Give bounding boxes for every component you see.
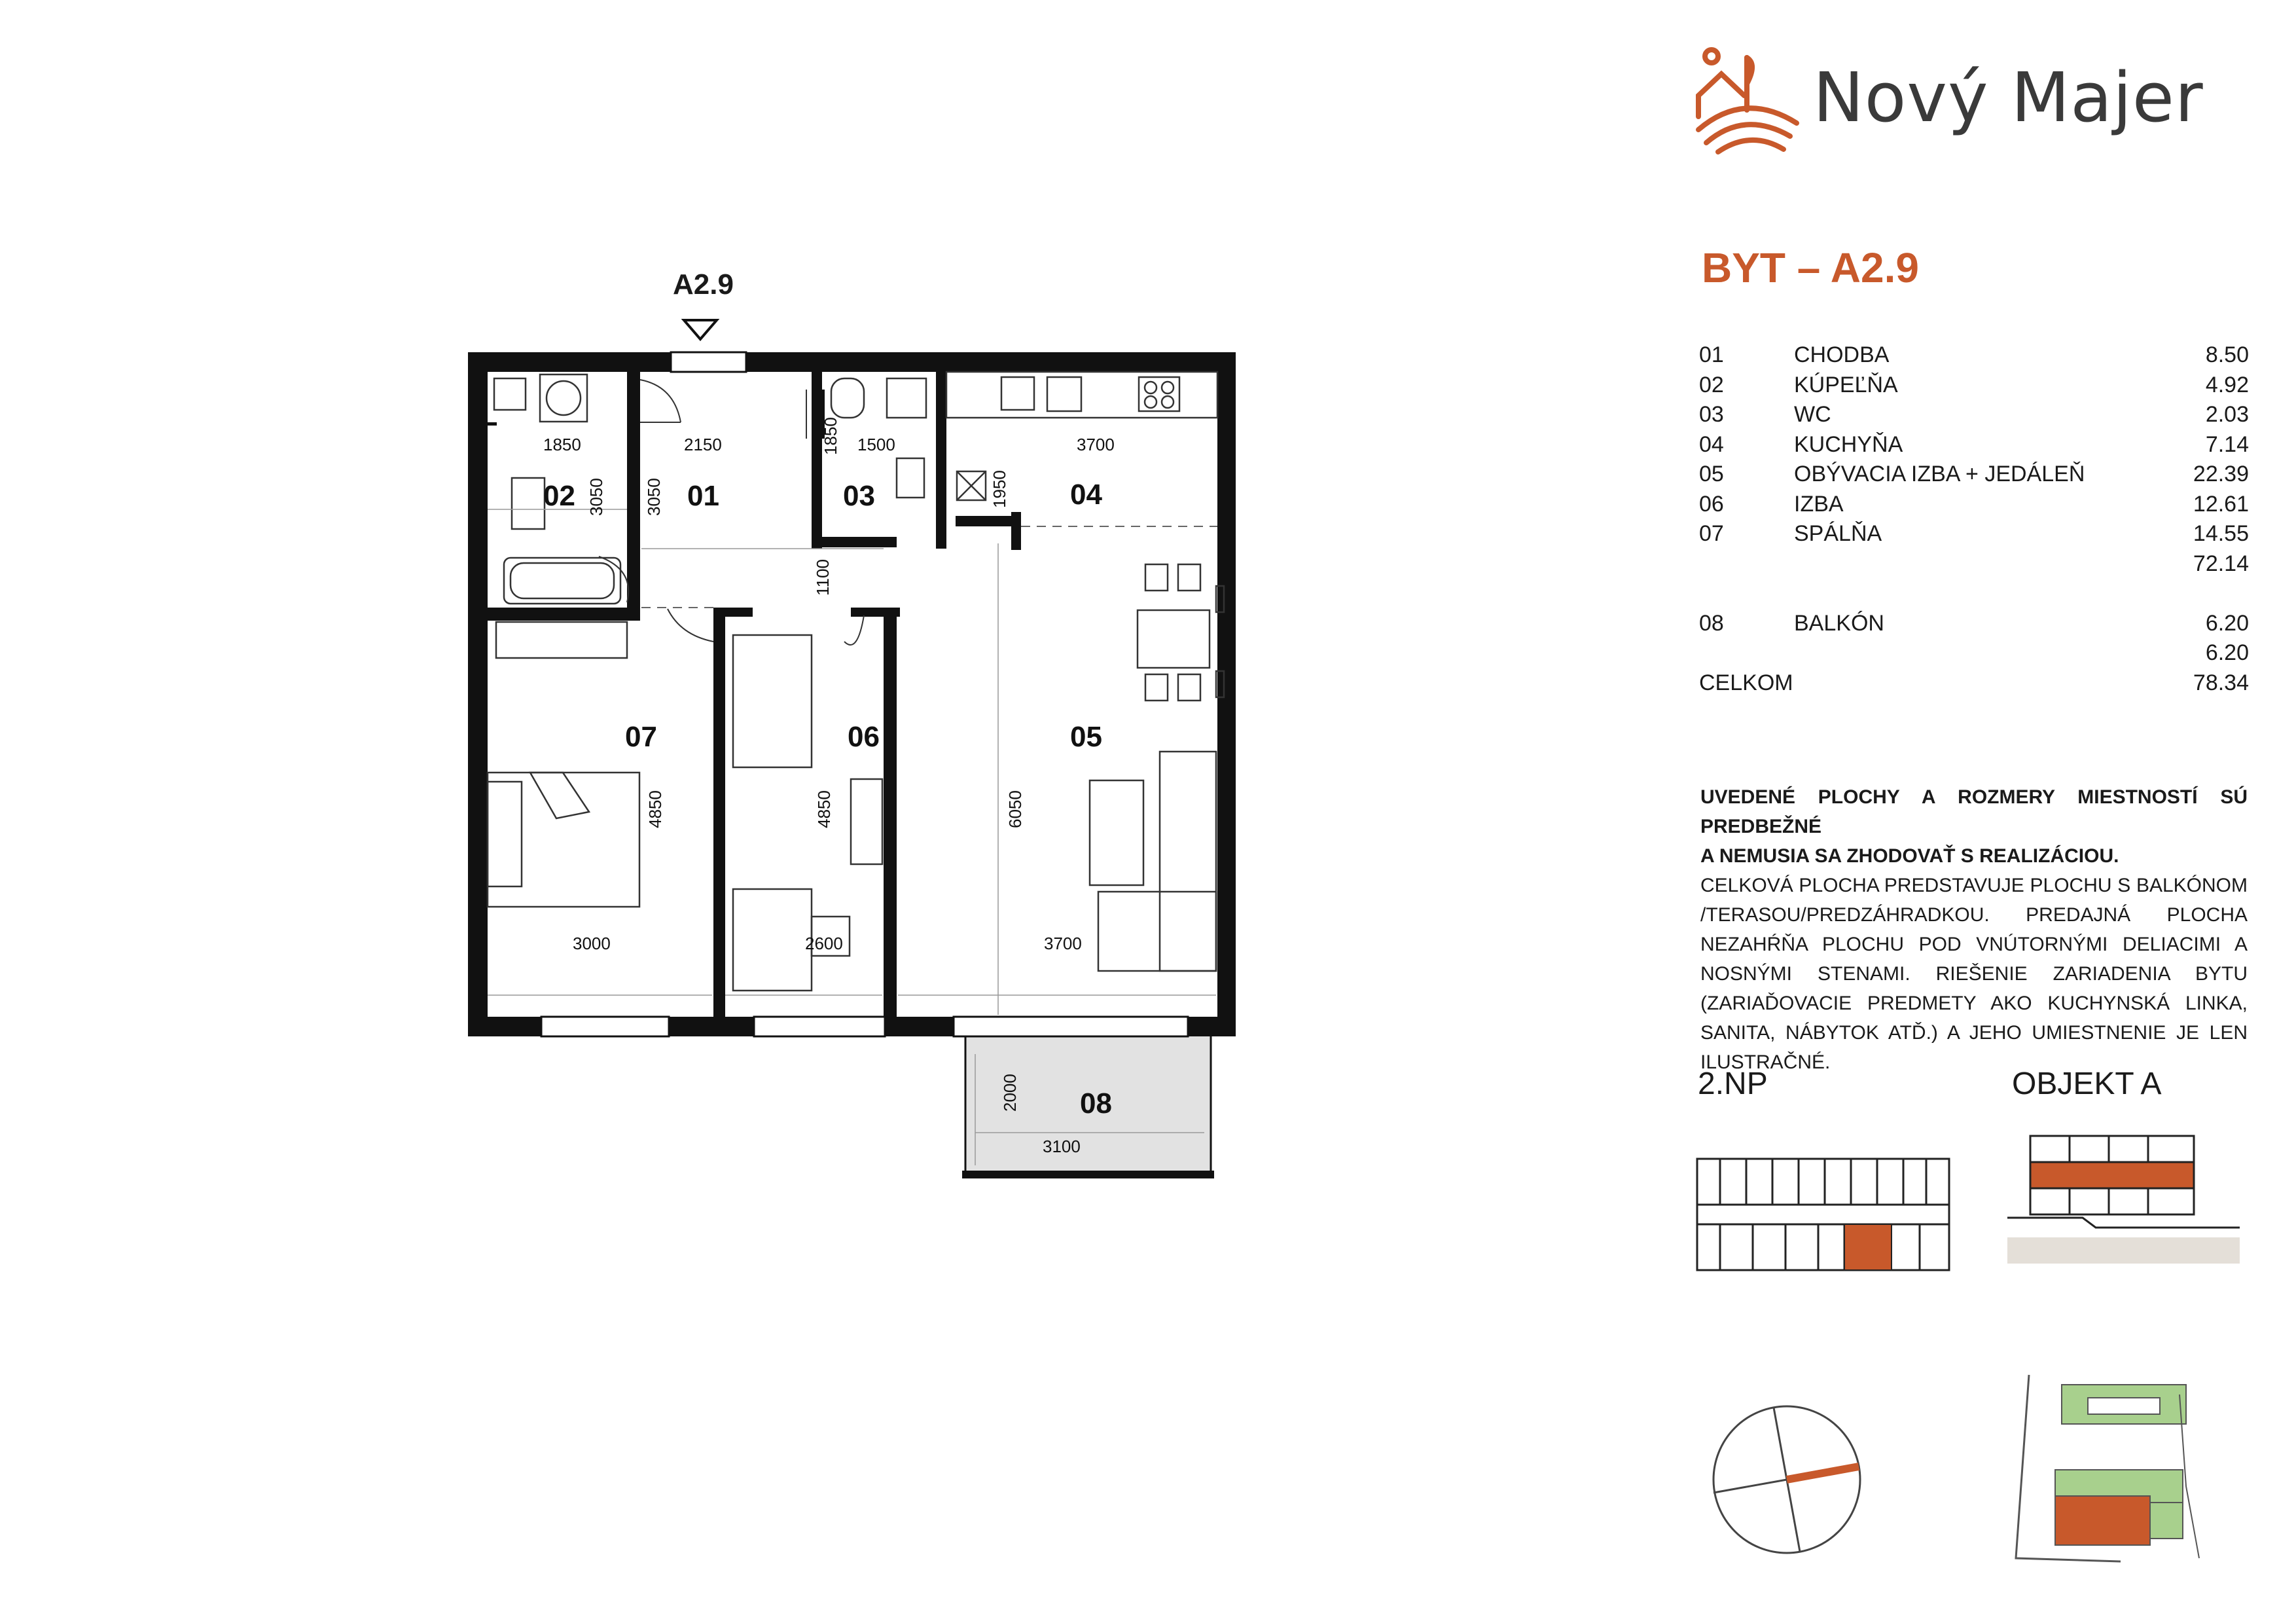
room-number: 03 [1699,402,1724,427]
room-label-04: 04 [1070,479,1102,511]
compass-icon [1702,1395,1872,1565]
room-name: KUCHYŇA [1794,431,1903,457]
disclaimer-bold-line: A NEMUSIA SA ZHODOVAŤ S REALIZÁCIOU. [1700,845,2119,867]
building-section-key [2004,1123,2246,1273]
toilet-icon [831,378,864,418]
apartment-highlight [1844,1224,1892,1270]
room-name: WC [1794,402,1831,427]
room-number: 02 [1699,372,1724,397]
disclaimer-body: CELKOVÁ PLOCHA PREDSTAVUJE PLOCHU S BALKÓNOM /TERASOU/PREDZÁHRADKOU. PREDAJNÁ PLOCHA NEZAHŔŇA PLOCHU POD VNÚTORNÝMI DELIACIMI A NOSNÝMI STENAMI. RIEŠENIE ZARIADENIA BYTU (ZARIAĎOVACIE PREDMETY AKO KUCHYNSKÁ LINKA, SANITA, NÁBYTOK ATĎ.) A JEHO UMIESTNENIE JE LEN ILUSTRAČNÉ. [1700,875,2248,1073]
room-label-01: 01 [687,480,719,512]
outdoor-total-row [1699,638,2249,668]
disclaimer-bold-line: UVEDENÉ PLOCHY A ROZMERY MIESTNOSTÍ SÚ PREDBEŽNÉ [1700,786,2248,837]
room-name: BALKÓN [1794,610,1884,636]
room-name: KÚPEĽŇA [1794,372,1898,397]
dishwasher-icon [1047,377,1081,411]
room-area: 6.20 [2205,610,2249,636]
room-number: 08 [1699,610,1724,636]
inner-walls [488,372,1021,1017]
room-row [1699,340,2249,371]
double-bed [488,622,639,907]
room-name: IZBA [1794,491,1844,517]
room-number: 06 [1699,491,1724,517]
kitchen-sink-icon [1001,377,1034,410]
cooktop-icon [1139,377,1179,411]
room-area: 7.14 [2205,431,2249,457]
room-label-05: 05 [1070,721,1102,753]
room-number: 07 [1699,521,1724,546]
room-number: 04 [1699,431,1724,457]
dimension-label: 1850 [821,417,840,455]
disclaimer-text [1700,782,2248,1077]
floor-key-plan [1694,1152,1956,1277]
shower-icon [494,378,526,410]
interior-total: 72.14 [2193,551,2249,576]
object-label: OBJEKT A [2012,1067,2162,1101]
room-row [1699,460,2249,490]
dimension-label: 3100 [1043,1137,1081,1156]
dimension-label: 3000 [573,934,611,953]
room-name: OBÝVACIA IZBA + JEDÁLEŇ [1794,462,2085,486]
brand-logo-icon [1692,45,1803,156]
dimension-label: 1950 [990,470,1009,508]
entrance-triangle-icon [681,317,720,343]
room-row [1699,519,2249,549]
room-area-table [1699,340,2249,698]
room-label-06: 06 [848,721,880,753]
room-area: 14.55 [2193,521,2249,546]
wc-sink-icon [897,458,924,498]
total-label: CELKOM [1699,670,1793,695]
floor-label: 2.NP [1698,1067,1768,1101]
apartment-title: BYT – A2.9 [1702,244,1919,291]
spacer [1699,579,2249,609]
sink-icon [512,478,545,529]
sofa [1090,752,1216,971]
dimension-label: 1100 [813,559,833,596]
site-plan [1990,1368,2206,1571]
floor-plan [458,340,1270,1192]
grand-total: 78.34 [2193,670,2249,695]
room-row [1699,371,2249,401]
room-row [1699,490,2249,520]
room-area: 4.92 [2205,372,2249,397]
room-area: 22.39 [2193,462,2249,486]
room-area: 8.50 [2205,342,2249,367]
dimension-label: 2600 [805,934,843,953]
room-label-07: 07 [625,721,657,753]
room-row [1699,609,2249,639]
room-name: SPÁLŇA [1794,521,1882,546]
room-area: 12.61 [2193,491,2249,517]
dimension-label: 4850 [814,790,834,828]
room-number: 05 [1699,462,1724,486]
room-number: 01 [1699,342,1724,367]
dimension-label: 3700 [1077,435,1115,454]
dimension-label: 1500 [857,435,895,454]
room-name: CHODBA [1794,342,1890,367]
floor-highlight [2030,1162,2194,1188]
room-area: 2.03 [2205,402,2249,427]
dimension-label: 3700 [1044,934,1082,953]
dimension-label: 3050 [644,478,664,516]
room-label-03: 03 [843,480,875,512]
dimension-label: 3050 [586,478,606,516]
room-row [1699,430,2249,460]
dimension-label: 6050 [1005,790,1025,828]
apartment-marker-label: A2.9 [673,268,734,301]
interior-total-row [1699,549,2249,579]
dining-table [1138,564,1224,701]
dimension-label: 1850 [543,435,581,454]
room-label-08: 08 [1080,1087,1112,1120]
grand-total-row [1699,668,2249,699]
outdoor-total: 6.20 [2205,640,2249,665]
bathtub-icon [504,558,620,604]
room-row [1699,400,2249,430]
dimension-label: 2000 [1000,1074,1020,1112]
room-label-02: 02 [543,480,575,512]
dimension-label: 2150 [684,435,722,454]
brand-name: Nový Majer [1813,58,2204,137]
dimension-label: 4850 [645,790,665,828]
